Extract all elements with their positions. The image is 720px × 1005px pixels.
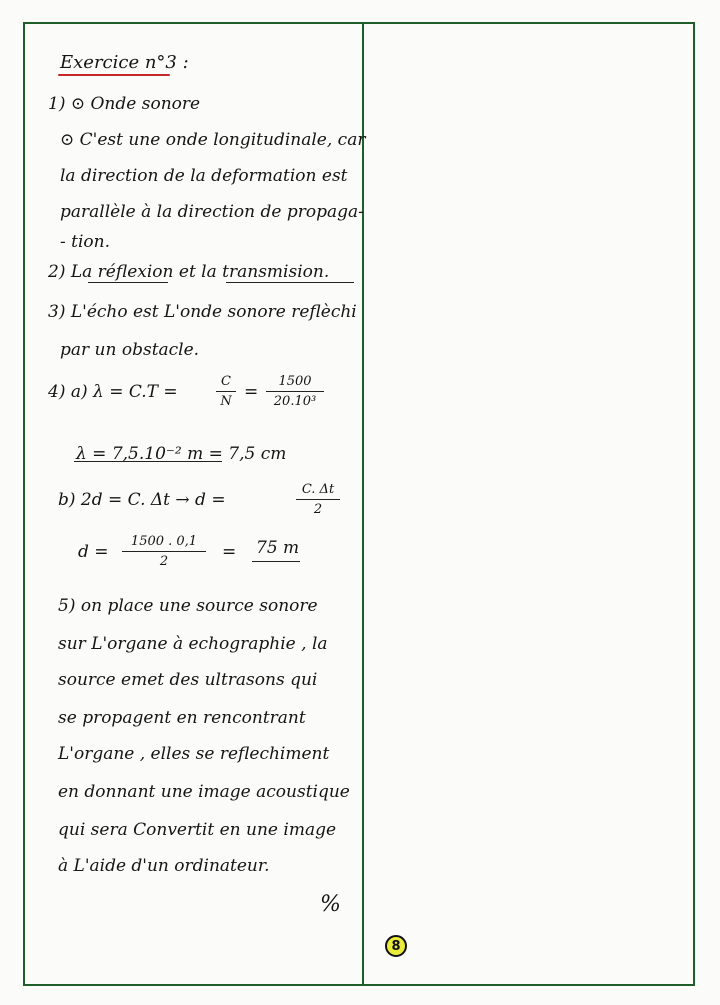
fraction-cdt-den: 2: [313, 502, 323, 517]
fraction-d: [122, 534, 206, 569]
title-underline: [58, 74, 170, 76]
fraction-c-over-n-num: C: [221, 374, 231, 389]
fraction-1500-num: 1500: [278, 374, 312, 389]
distance-underline: [252, 561, 300, 562]
q5-line7: qui sera Convertit en une image: [58, 820, 337, 840]
fraction-1500-den: 20.10³: [273, 394, 317, 409]
q4b-line: b) 2d = C. Δt → d =: [58, 490, 226, 510]
fraction-c-over-n-den: N: [220, 394, 232, 409]
q4b-result: 75 m: [256, 538, 300, 558]
q1-line3: parallèle à la direction de propaga-: [60, 202, 364, 222]
q5-line1: 5) on place une source sonore: [58, 596, 318, 616]
q1-line4: - tion.: [60, 232, 111, 252]
q5-line6: en donnant une image acoustique: [58, 782, 350, 802]
fraction-cdt-num: C. Δt: [301, 482, 335, 497]
page-number-badge: 8: [385, 935, 407, 957]
q4a-prefix: 4) a) λ = C.T =: [48, 382, 178, 402]
q5-line5: L'organe , elles se reflechiment: [58, 744, 330, 764]
q4b-d-label: d =: [78, 542, 109, 562]
q4b-equals: =: [222, 542, 237, 562]
q2-answer: 2) La réflexion et la transmision.: [48, 262, 330, 282]
column-divider: [362, 22, 364, 986]
q3-line2: par un obstacle.: [60, 340, 200, 360]
q4a-equals: =: [244, 382, 259, 402]
wavelength-result: λ = 7,5.10⁻² m = 7,5 cm: [76, 444, 287, 464]
exercise-title: Exercice n°3 :: [60, 52, 189, 73]
wavelength-underline: [74, 443, 222, 462]
reflexion-underline: [88, 282, 168, 283]
q5-line2: sur L'organe à echographie , la: [58, 634, 328, 654]
q5-line3: source emet des ultrasons qui: [58, 670, 318, 690]
q1-line1: ⊙ C'est une onde longitudinale, car: [60, 130, 366, 150]
fraction-cdt-over-2: [296, 482, 340, 517]
end-mark: %: [320, 892, 341, 917]
q5-line4: se propagent en rencontrant: [58, 708, 306, 728]
fraction-d-den: 2: [159, 554, 169, 569]
q1-heading: 1) ⊙ Onde sonore: [48, 94, 201, 114]
transmision-underline: [226, 282, 354, 283]
q5-line8: à L'aide d'un ordinateur.: [58, 856, 270, 876]
fraction-1500-over-20e3: [266, 374, 324, 409]
q1-line2: la direction de la deformation est: [60, 166, 348, 186]
fraction-d-num: 1500 . 0,1: [130, 534, 198, 549]
q3-line1: 3) L'écho est L'onde sonore reflèchi: [48, 302, 357, 322]
fraction-c-over-n: [216, 374, 236, 409]
